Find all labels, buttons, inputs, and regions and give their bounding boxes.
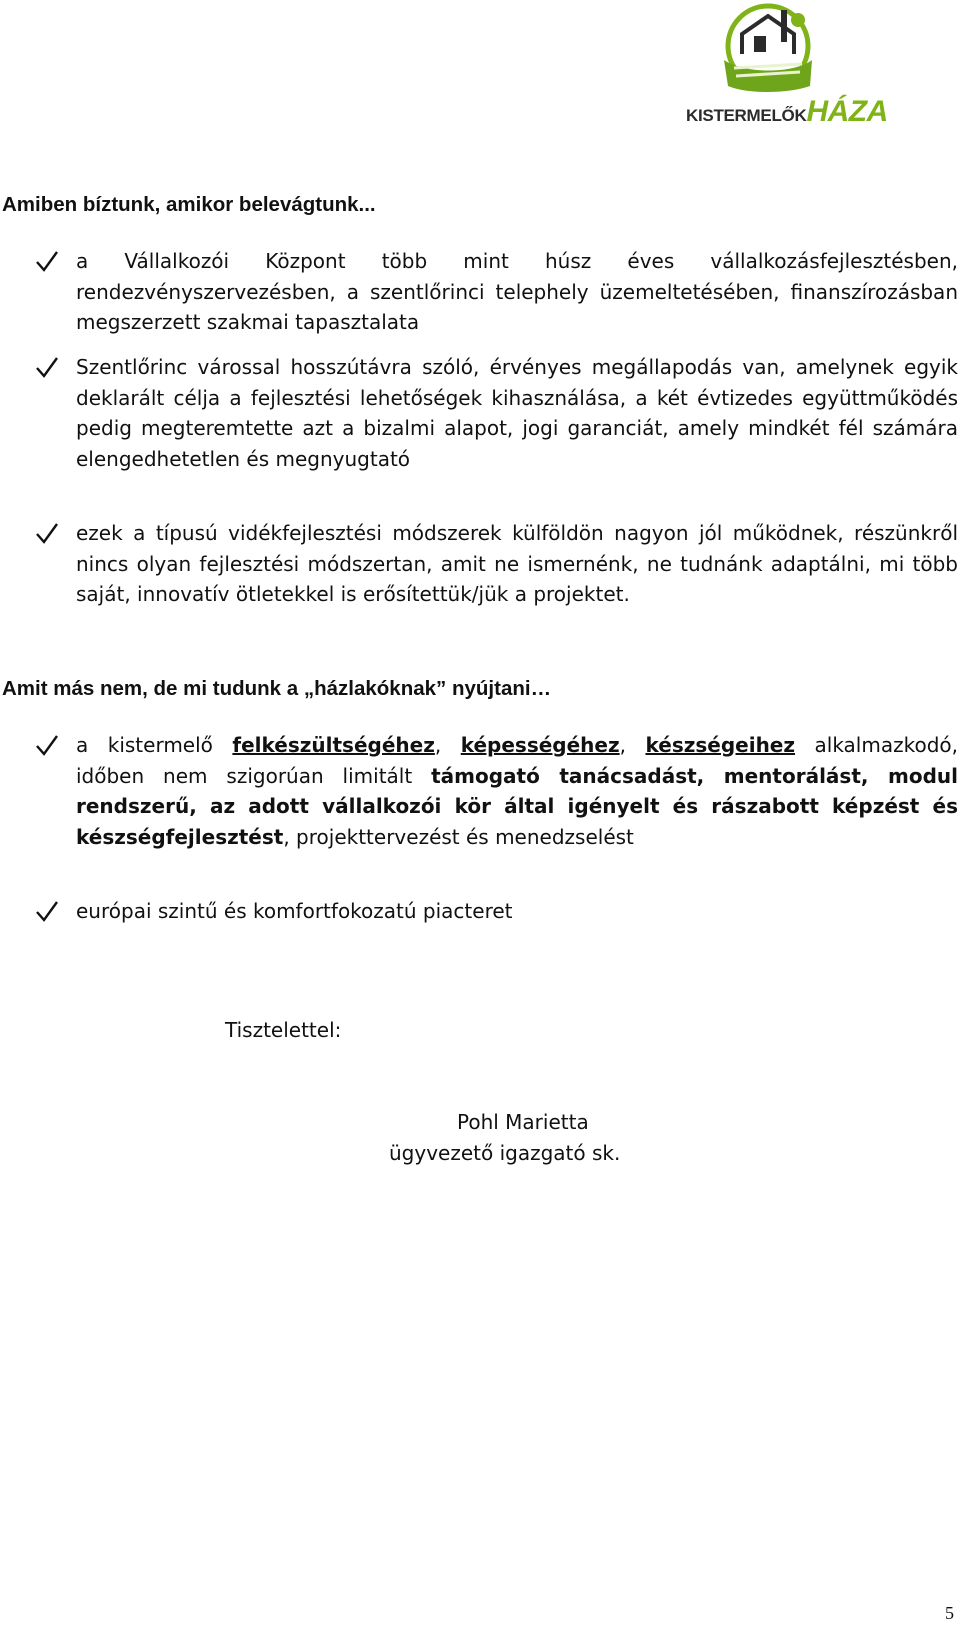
text-run: , (619, 733, 646, 757)
list-item-text: a Vállalkozói Központ több mint húsz éves vállalkozásfejlesztésben, rendezvényszervezésben, a szentlőrinci telephely üzemeltetésében, finanszírozásban megszerzett szakmai tapasztalata (76, 249, 958, 334)
list-item-text: Szentlőrinc várossal hosszútávra szóló, érvényes megállapodás van, amelynek egyik deklarált célja a fejlesztési lehetőségek kihasználása, a két évtizedes együttműködés pedig megteremtette azt a bizalmi alapot, jogi garanciát, amely mindkét fél számára elengedhetetlen és megnyugtató (76, 355, 958, 471)
list-item (76, 246, 958, 338)
text-run: a kistermelő (76, 733, 233, 757)
text-run: , (434, 733, 461, 757)
list-item (76, 518, 958, 610)
signature-greeting: Tisztelettel: (225, 1018, 342, 1042)
emphasis-preparedness: felkészültségéhez (232, 733, 435, 757)
emphasis-skills: készségeihez (645, 733, 796, 757)
signature-title: ügyvezető igazgató sk. (389, 1141, 621, 1165)
text-run: alkalmazkodó, időben nem szigorúan limitált (76, 733, 958, 788)
text-run: , projekttervezést és menedzselést (283, 824, 634, 849)
list-item-text: ezek a típusú vidékfejlesztési módszerek külföldön nagyon jól működnek, részünkről nincs olyan fejlesztési módszertan, amit ne ismernénk, ne tudnánk adaptálni, mi több saját, innovatív ötletekkel is erősítettük/jük a projektet. (76, 521, 958, 606)
checkmark-icon (34, 352, 60, 382)
checkmark-icon (34, 730, 60, 760)
logo-text-haza: HÁZA (806, 95, 888, 128)
section-heading-beliefs: Amiben bíztunk, amikor belevágtunk... (2, 193, 376, 216)
section-heading-offer: Amit más nem, de mi tudunk a „házlakóknak” nyújtani… (2, 677, 552, 700)
checkmark-icon (34, 896, 60, 926)
list-item-text (76, 730, 958, 852)
list-item (76, 352, 958, 474)
signature-name: Pohl Marietta (457, 1110, 589, 1134)
list-item (76, 896, 958, 927)
emphasis-services: támogató tanácsadást, mentorálást, modul rendszerű, az adott vállalkozói kör által igényelt és rászabott képzést és készségfejlesztést (76, 763, 958, 849)
list-item (76, 730, 958, 852)
page-number: 5 (945, 1603, 954, 1623)
emphasis-ability: képességéhez (460, 733, 620, 757)
checkmark-icon (34, 518, 60, 548)
logo-wordmark (686, 95, 888, 129)
logo-text-kistermelok: KISTERMELŐK (686, 106, 807, 125)
checkmark-icon (34, 246, 60, 276)
list-item-text: európai szintű és komfortfokozatú piacteret (76, 899, 513, 923)
